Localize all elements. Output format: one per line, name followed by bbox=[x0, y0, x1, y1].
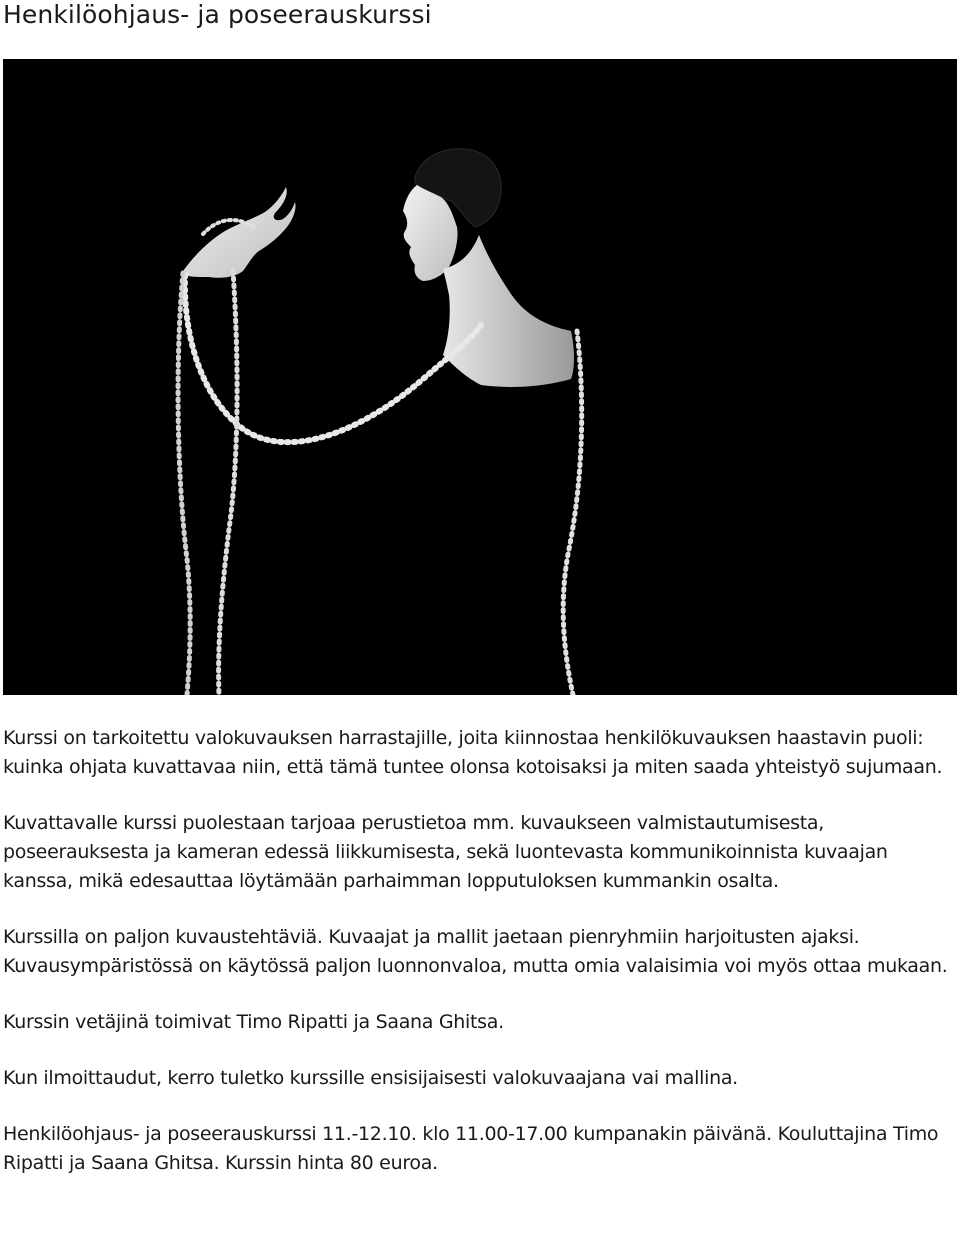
portrait-photo bbox=[3, 59, 957, 695]
page-title: Henkilöohjaus- ja poseerauskurssi bbox=[3, 0, 432, 29]
portrait-illustration bbox=[3, 59, 957, 695]
paragraph-model-info: Kuvattavalle kurssi puolestaan tarjoaa perustietoa mm. kuvaukseen valmistautumisesta, poseerauksesta ja kameran edessä liikkumisesta, sekä luontevasta kommunikoinnista kuvaajan kanssa, mikä edesauttaa löytämään parhaimman lopputuloksen kummankin osalta. bbox=[3, 812, 888, 892]
course-description bbox=[3, 724, 953, 1205]
paragraph-schedule-price: Henkilöohjaus- ja poseerauskurssi 11.-12.10. klo 11.00-17.00 kumpanakin päivänä. Kouluttajina Timo Ripatti ja Saana Ghitsa. Kurssin hinta 80 euroa. bbox=[3, 1123, 939, 1174]
paragraph-intro: Kurssi on tarkoitettu valokuvauksen harrastajille, joita kiinnostaa henkilökuvauksen haastavin puoli: kuinka ohjata kuvattavaa niin, että tämä tuntee olonsa kotoisaksi ja miten saada yhteistyö sujumaan. bbox=[3, 727, 943, 778]
paragraph-instructors: Kurssin vetäjinä toimivat Timo Ripatti ja Saana Ghitsa. bbox=[3, 1011, 504, 1033]
paragraph-registration: Kun ilmoittaudut, kerro tuletko kurssille ensisijaisesti valokuvaajana vai mallina. bbox=[3, 1067, 738, 1089]
paragraph-exercises: Kurssilla on paljon kuvaustehtäviä. Kuvaajat ja mallit jaetaan pienryhmiin harjoitusten ajaksi. Kuvausympäristössä on käytössä paljon luonnonvaloa, mutta omia valaisimia voi myös ottaa mukaan. bbox=[3, 926, 948, 977]
